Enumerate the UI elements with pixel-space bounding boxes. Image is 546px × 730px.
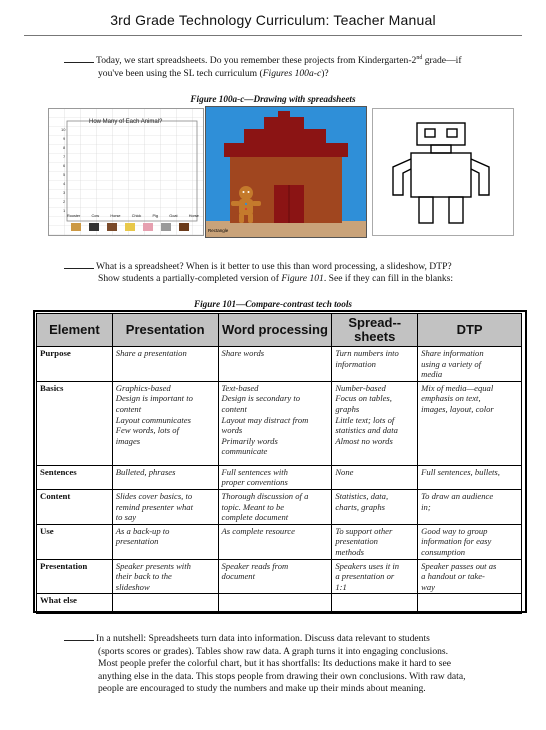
table-cell: [112, 524, 218, 559]
cell-line: images, layout, color: [421, 403, 494, 414]
cell-line: to say: [115, 512, 137, 523]
chart-col-label: Pig: [152, 214, 159, 218]
cell-line: a handout or take-: [421, 571, 485, 582]
table-cell: [112, 465, 218, 489]
cell-line: Little text; lots of: [335, 414, 395, 425]
question-fig-ref: Figure 101: [281, 273, 324, 285]
table-cell: [418, 559, 522, 594]
intro-text-2: you've been using the SL tech curriculum (: [98, 67, 263, 79]
question-text-2: Show students a partially-completed version of: [98, 273, 282, 285]
cell-line: Graphics-based: [115, 382, 171, 393]
compare-table: [36, 313, 522, 614]
cell-line: methods: [335, 546, 364, 557]
table-cell: [332, 559, 418, 594]
chart-col-label: Rooster: [67, 214, 81, 218]
table-cell: [112, 381, 218, 465]
table-cell: [332, 465, 418, 489]
cell-line: As complete resource: [221, 525, 295, 536]
cell-line: graphs: [335, 403, 360, 414]
table-row: [37, 594, 522, 614]
table-cell: [418, 489, 522, 524]
svg-text:10: 10: [61, 127, 66, 132]
cell-line: Design is important to: [115, 393, 193, 404]
table-cell: [332, 347, 418, 382]
fill-blank: [64, 260, 94, 269]
cell-line: information: [335, 358, 376, 369]
table-cell: [218, 381, 332, 465]
cell-line: Few words, lots of: [115, 425, 179, 436]
cell-line: None: [335, 466, 354, 477]
svg-text:4: 4: [63, 181, 66, 186]
chart-title: How Many of Each Animal?: [89, 119, 163, 125]
chart-col-label: Horse: [188, 214, 199, 218]
cell-line: words: [221, 425, 243, 436]
cell-line: Share a presentation: [115, 348, 187, 358]
table-cell: [218, 559, 332, 594]
figure-100c-robot: [372, 108, 514, 236]
intro-text: Today, we start spreadsheets. Do you remember these projects from Kindergarten-2: [96, 55, 417, 67]
question-text-2b: . See if they can fill in the blanks:: [323, 273, 454, 285]
table-cell: [418, 381, 522, 465]
figure-100b-house: [205, 106, 367, 238]
row-label: Presentation: [37, 559, 113, 594]
header-cell: Word processing: [218, 314, 332, 347]
cell-line: Mix of media—equal: [421, 382, 494, 393]
header-rule: [24, 35, 522, 36]
figure-100-caption: Figure 100a-c—Drawing with spreadsheets: [190, 94, 356, 104]
table-cell: [332, 594, 418, 614]
chart-col-label: Horse: [110, 214, 121, 218]
table-cell: [218, 347, 332, 382]
robot-drawing: [373, 109, 513, 235]
row-label: Content: [37, 489, 113, 524]
svg-text:9: 9: [63, 136, 66, 141]
nutshell-line: In a nutshell: Spreadsheets turn data into information. Discuss data relevant to students: [96, 633, 430, 644]
table-cell: [418, 347, 522, 382]
intro-text-b: grade—if: [422, 55, 462, 67]
cell-line: content: [221, 403, 247, 414]
cell-line: Good way to group: [421, 525, 488, 536]
table-cell: [418, 465, 522, 489]
nutshell-line: anything else in the data. This stops people from drawing their own conclusions. With raw data,: [98, 670, 466, 682]
intro-paragraph: [64, 52, 534, 80]
cell-line: statistics and data: [335, 425, 398, 436]
nutshell-line: Most people prefer the colorful chart, but it has shortfalls: Its deductions make it hard to see: [98, 658, 452, 670]
intro-sup: nd: [416, 55, 423, 61]
table-cell: [218, 465, 332, 489]
table-row: [37, 465, 522, 489]
table-cell: [112, 347, 218, 382]
cell-line: slideshow: [115, 581, 150, 592]
cell-line: Full sentences, bullets,: [421, 466, 500, 477]
question-text: What is a spreadsheet? When is it better to use this than word processing, a slideshow, DTP?: [96, 261, 452, 272]
cell-line: Focus on tables,: [335, 393, 392, 404]
cell-line: Thorough discussion of a: [221, 490, 309, 501]
cell-line: media: [421, 369, 443, 380]
cell-line: Speaker reads from: [221, 560, 289, 571]
table-cell: [112, 489, 218, 524]
cell-line: 1:1: [335, 581, 347, 592]
row-label: Purpose: [37, 347, 113, 382]
intro-fig-ref: Figures 100a-c: [262, 67, 322, 79]
table-cell: [218, 524, 332, 559]
cell-line: Speaker passes out as: [421, 560, 497, 571]
table-row: [37, 559, 522, 594]
cell-line: Share information: [421, 348, 484, 358]
chart-column-labels: [67, 214, 199, 218]
fill-blank: [64, 632, 94, 641]
figure-101-caption: Figure 101—Compare-contrast tech tools: [194, 299, 352, 309]
cell-line: proper conventions: [221, 477, 288, 488]
table-row: [37, 381, 522, 465]
cell-line: in;: [421, 501, 431, 512]
cell-line: As a back-up to: [115, 525, 170, 536]
svg-text:7: 7: [63, 154, 66, 159]
cell-line: their back to the: [115, 571, 172, 582]
intro-text-2b: )?: [321, 67, 329, 79]
table-cell: [112, 559, 218, 594]
cell-line: complete document: [221, 512, 289, 523]
cell-line: presentation: [335, 536, 378, 547]
question-paragraph: [64, 260, 539, 286]
cell-line: Bulleted, phrases: [115, 466, 176, 477]
house-shape-tag: Rectangle: [208, 228, 229, 233]
row-label: Sentences: [37, 465, 113, 489]
cell-line: Primarily words: [221, 435, 278, 446]
cell-line: charts, graphs: [335, 501, 385, 512]
table-header-row: [37, 314, 522, 347]
chart-col-label: Chick: [131, 214, 142, 218]
cell-line: way: [421, 581, 435, 592]
cell-line: Layout communicates: [115, 414, 191, 425]
cell-line: document: [221, 571, 255, 582]
row-label: What else: [37, 594, 113, 614]
fill-blank: [64, 54, 94, 63]
cell-line: communicate: [221, 446, 268, 457]
cell-line: images: [115, 435, 141, 446]
table-cell: [332, 381, 418, 465]
table-cell: [332, 489, 418, 524]
cell-line: Turn numbers into: [335, 348, 399, 358]
cell-line: Statistics, data,: [335, 490, 389, 501]
table-cell: [218, 489, 332, 524]
table-row: [37, 524, 522, 559]
header-cell: Spread-- sheets: [332, 314, 418, 347]
nutshell-paragraph: [64, 632, 539, 696]
table-cell: [418, 594, 522, 614]
chart-col-label: Goat: [169, 214, 178, 218]
cell-line: Layout may distract from: [221, 414, 309, 425]
cell-line: topic. Meant to be: [221, 501, 285, 512]
row-label: Use: [37, 524, 113, 559]
house-drawing: [206, 107, 366, 237]
header-cell: Presentation: [112, 314, 218, 347]
cell-line: remind presenter what: [115, 501, 193, 512]
cell-line: consumption: [421, 546, 466, 557]
table-row: [37, 489, 522, 524]
nutshell-line: people are encouraged to study the numbers and make up their minds about meaning.: [98, 683, 426, 695]
svg-text:3: 3: [63, 190, 66, 195]
cell-line: presentation: [115, 536, 159, 547]
page-header: 3rd Grade Technology Curriculum: Teacher Manual: [110, 12, 436, 28]
cell-line: using a variety of: [421, 358, 482, 369]
chart-col-label: Cow: [91, 214, 100, 218]
svg-text:2: 2: [63, 199, 66, 204]
cell-line: emphasis on text,: [421, 393, 481, 404]
cell-line: information for easy: [421, 536, 492, 547]
figure-100a-chart: [48, 108, 204, 236]
cell-line: To draw an audience: [421, 490, 494, 501]
table-row: [37, 347, 522, 382]
table-cell: [218, 594, 332, 614]
svg-text:5: 5: [63, 172, 66, 177]
cell-line: Almost no words: [335, 435, 393, 446]
cell-line: Design is secondary to: [221, 393, 301, 404]
cell-line: Slides cover basics, to: [115, 490, 193, 501]
header-cell: DTP: [418, 314, 522, 347]
cell-line: Speakers uses it in: [335, 560, 400, 571]
svg-text:6: 6: [63, 163, 66, 168]
cell-line: content: [115, 403, 142, 414]
cell-line: Full sentences with: [221, 466, 288, 477]
svg-text:1: 1: [63, 208, 66, 213]
cell-line: To support other: [335, 525, 393, 536]
svg-text:8: 8: [63, 145, 66, 150]
cell-line: Number-based: [335, 382, 386, 393]
table-cell: [332, 524, 418, 559]
table-cell: [418, 524, 522, 559]
cell-line: a presentation or: [335, 571, 395, 582]
header-cell: Element: [37, 314, 113, 347]
cell-line: Speaker presents with: [115, 560, 191, 571]
cell-line: Share words: [221, 348, 265, 358]
table-cell: [112, 594, 218, 614]
cell-line: Text-based: [221, 382, 259, 393]
row-label: Basics: [37, 381, 113, 465]
nutshell-line: (sports scores or grades). Tables show raw data. A graph turns it into engaging conclusions.: [98, 645, 449, 657]
